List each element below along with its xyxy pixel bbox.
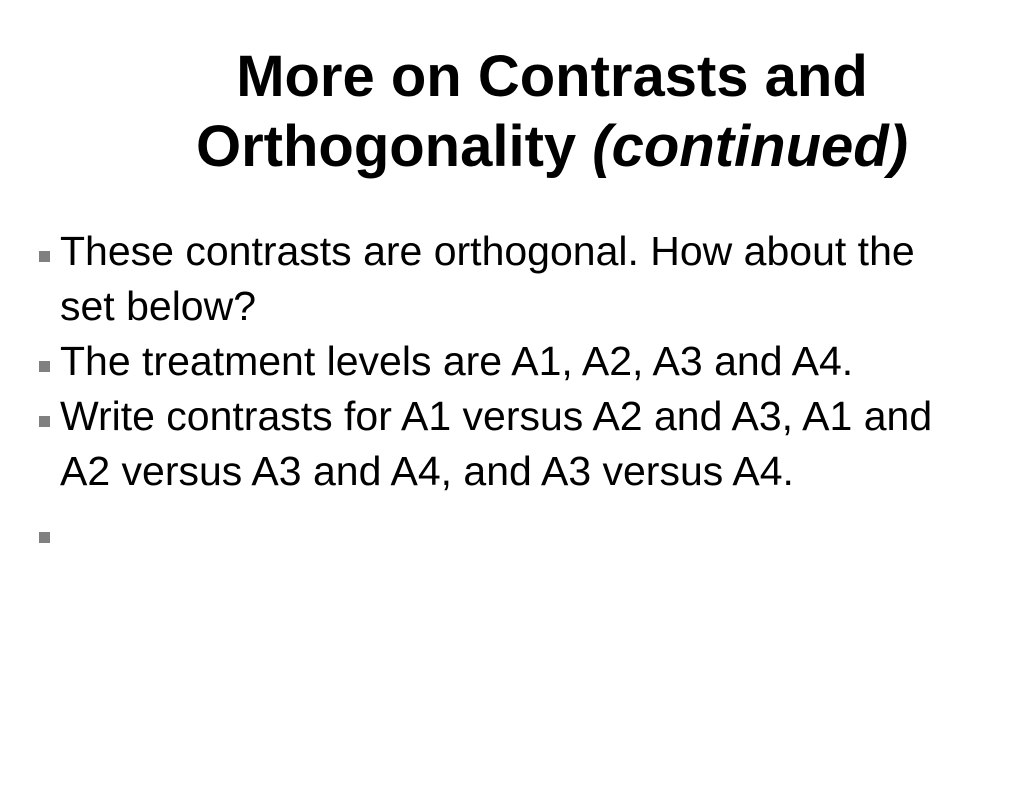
bullet-2-line-1: The treatment levels are A1, A2, A3 and A4. — [60, 338, 854, 384]
bullet-item-3 — [0, 389, 1024, 499]
title-line-2 — [80, 112, 1024, 182]
square-bullet-icon — [39, 251, 50, 262]
bullet-3-line-1: Write contrasts for A1 versus A2 and A3, A1 and — [60, 393, 933, 439]
bullet-item-1 — [0, 224, 1024, 334]
slide-title — [80, 42, 1024, 182]
square-bullet-icon — [39, 361, 50, 372]
bullet-3-line-2: A2 versus A3 and A4, and A3 versus A4. — [60, 448, 794, 494]
bullet-item-4[interactable] — [0, 505, 1024, 560]
title-line-2-main: Orthogonality — [195, 114, 593, 179]
square-bullet-icon — [39, 532, 50, 543]
bullet-1-line-2: set below? — [60, 283, 257, 329]
bullet-item-2 — [0, 334, 1024, 389]
title-line-1: More on Contrasts and — [236, 44, 868, 109]
bullet-list — [0, 224, 1024, 560]
square-bullet-icon — [39, 416, 50, 427]
title-line-2-italic: (continued) — [592, 114, 909, 179]
bullet-1-line-1: These contrasts are orthogonal. How about the — [60, 228, 915, 274]
